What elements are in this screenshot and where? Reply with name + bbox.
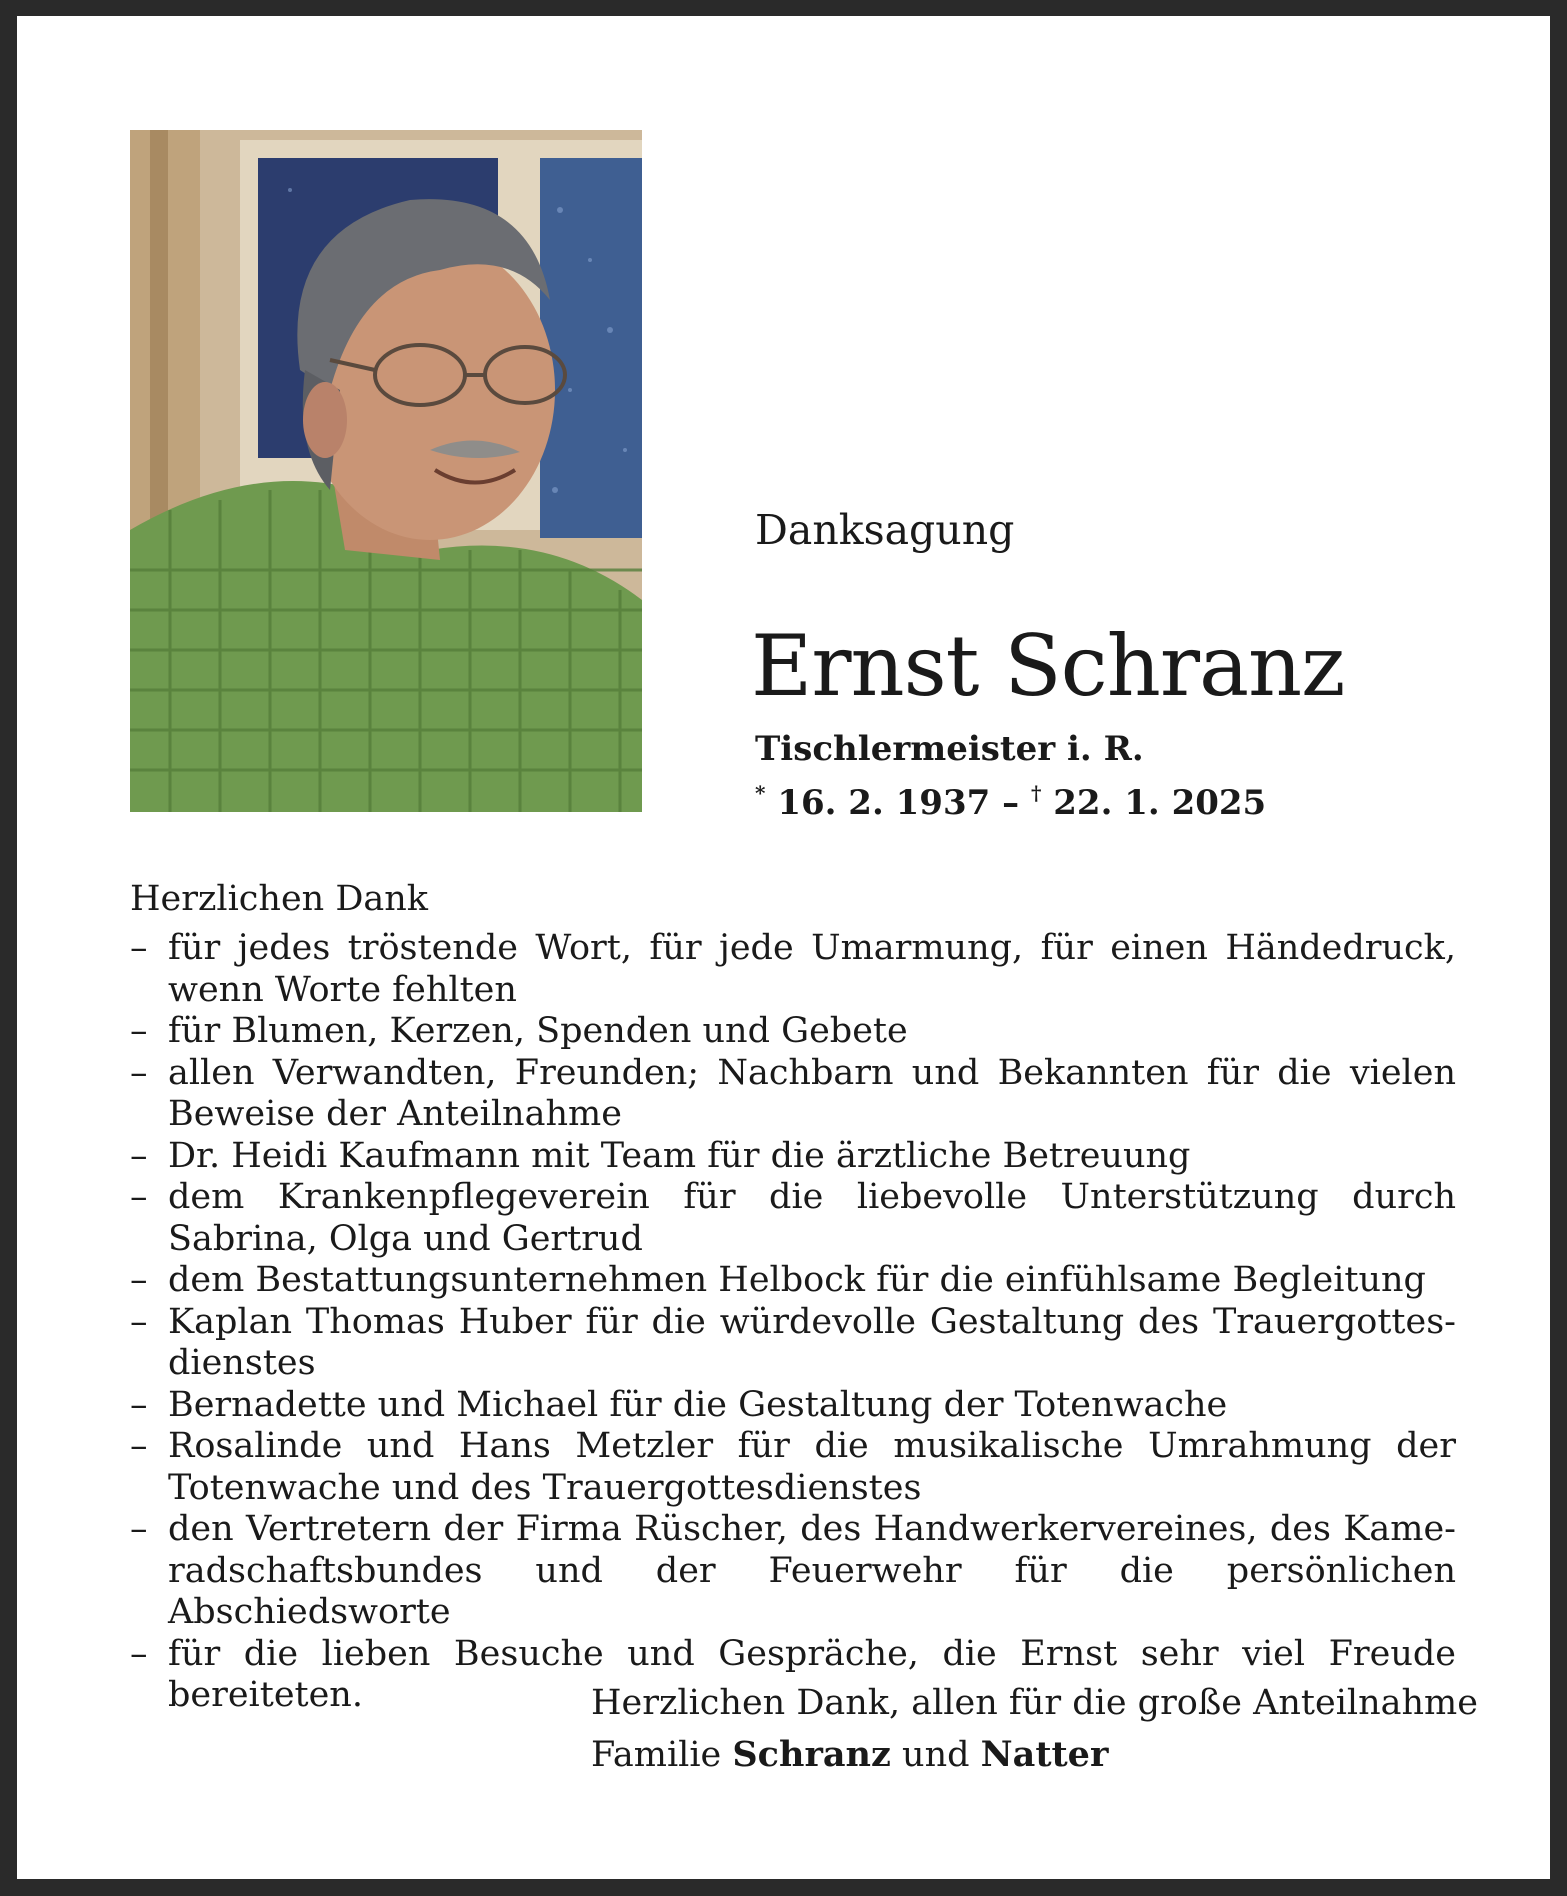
death-symbol: † — [1030, 781, 1042, 805]
family-signature — [591, 1734, 1108, 1776]
list-item: – Rosalinde und Hans Metzler für die musikalische Umrahmung der Totenwache und des Trauergottesdienstes — [130, 1426, 1456, 1509]
date-dash: – — [1002, 783, 1020, 823]
list-item: – dem Bestattungsunternehmen Helbock für die einfühlsame Begleitung — [130, 1260, 1456, 1302]
list-item: – allen Verwandten, Freunden; Nachbarn und Bekannten für die vielen Beweise der Anteilnahme — [130, 1053, 1456, 1136]
thanks-list — [130, 928, 1456, 1717]
portrait-photo — [130, 130, 642, 812]
list-item: – Bernadette und Michael für die Gestaltung der Totenwache — [130, 1385, 1456, 1427]
list-item: – für Blumen, Kerzen, Spenden und Gebete — [130, 1011, 1456, 1053]
list-item: – den Vertretern der Firma Rüscher, des Handwerkervereines, des Kameradschaftsbundes und der Feuerwehr für die persönlichen Abschiedsworte — [130, 1509, 1456, 1634]
life-dates — [755, 772, 1266, 824]
family-joiner: und — [902, 1735, 970, 1775]
heading-title: Danksagung — [755, 506, 1015, 554]
thanks-intro: Herzlichen Dank — [130, 879, 428, 919]
list-item: – für jedes tröstende Wort, für jede Umarmung, für einen Händedruck, wenn Worte fehlten — [130, 928, 1456, 1011]
deceased-name: Ernst Schranz — [751, 617, 1345, 715]
closing-line: Herzlichen Dank, allen für die große Anteilnahme — [591, 1683, 1478, 1723]
family-name-1: Schranz — [732, 1734, 891, 1775]
portrait-illustration — [130, 130, 642, 812]
list-item: – für die lieben Besuche und Gespräche, die Ernst sehr viel Freude bereiteten. — [130, 1634, 1456, 1717]
birth-date: 16. 2. 1937 — [777, 783, 991, 823]
family-name-2: Natter — [980, 1734, 1109, 1775]
family-prefix: Familie — [591, 1735, 722, 1775]
list-item: – dem Krankenpflegeverein für die liebevolle Unterstützung durch Sabrina, Olga und Gertrud — [130, 1177, 1456, 1260]
list-item: – Dr. Heidi Kaufmann mit Team für die ärztliche Betreuung — [130, 1136, 1456, 1178]
obituary-card — [17, 16, 1550, 1879]
death-date: 22. 1. 2025 — [1053, 783, 1267, 823]
birth-symbol: * — [755, 781, 766, 805]
list-item: – Kaplan Thomas Huber für die würdevolle Gestaltung des Trauergottesdienstes — [130, 1302, 1456, 1385]
profession: Tischlermeister i. R. — [755, 729, 1144, 769]
